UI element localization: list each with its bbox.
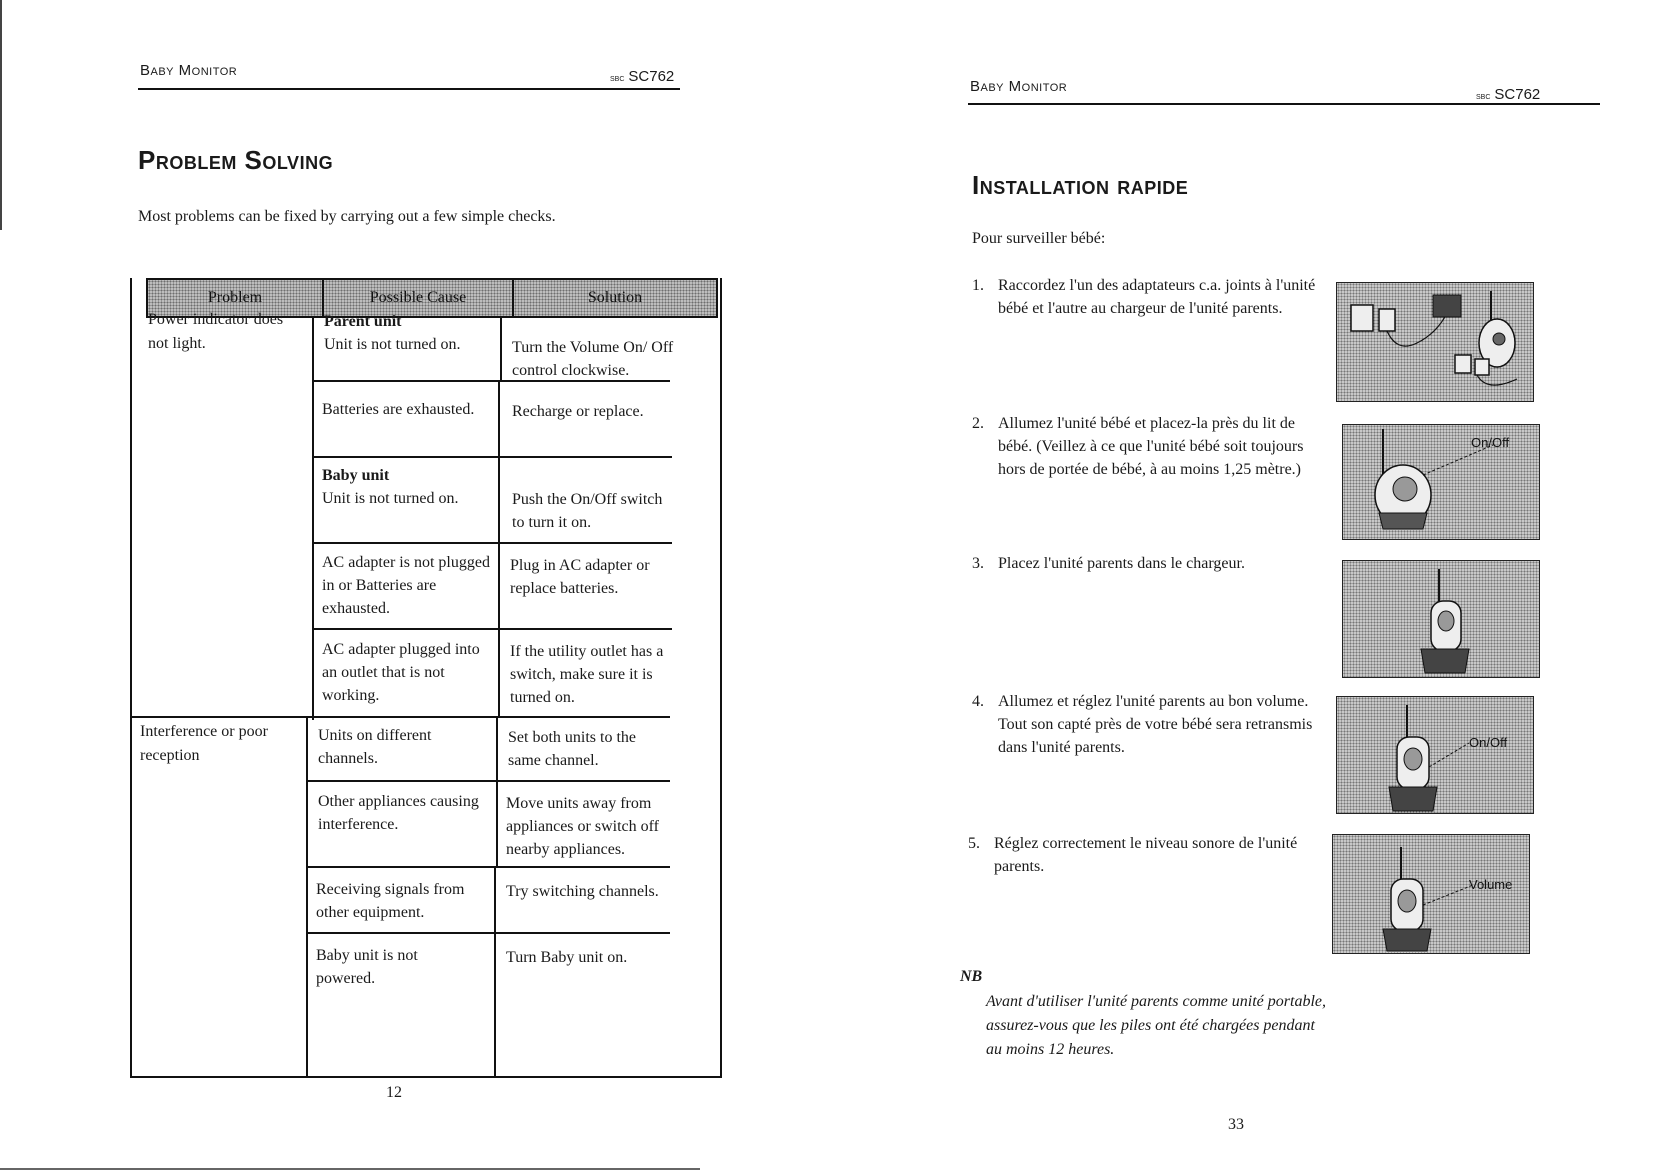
illustration-baby-unit — [1342, 424, 1540, 540]
solution-move-units: Move units away from appliances or switch off nearby appliances. — [506, 795, 659, 858]
illustration-charger — [1342, 560, 1540, 678]
page-title: Installation rapide — [972, 170, 1189, 200]
intro-text: Most problems can be fixed by carrying out a few simple checks. — [138, 208, 556, 225]
model-number: SC762 — [1494, 86, 1541, 103]
nb-title: NB — [960, 968, 983, 985]
model-prefix: sbc — [610, 73, 625, 84]
charger-drawing — [1343, 561, 1540, 678]
cause-heading-parent-unit: Parent unit — [324, 313, 402, 330]
running-model — [1476, 86, 1540, 103]
column-divider — [306, 718, 308, 1076]
solution-plug-adapter: Plug in AC adapter or replace batteries. — [510, 557, 650, 597]
running-model — [610, 68, 674, 85]
solution-turn-volume: Turn the Volume On/ Off control clockwise. — [512, 339, 674, 379]
problem-interference: Interference or poor reception — [140, 723, 268, 764]
header-rule — [968, 103, 1600, 105]
header-solution: Solution — [587, 289, 643, 306]
nb-text: Avant d'utiliser l'unité parents comme unité portable, assurez-vous que les piles ont été chargées pendant au moins 12 heures. — [986, 993, 1326, 1058]
cause-different-channels: Units on different channels. — [318, 727, 432, 767]
illustration-parent-unit-onoff — [1336, 696, 1534, 814]
on-off-label: On/Off — [1469, 735, 1508, 750]
problem-power-indicator: Power indicator does not light. — [148, 311, 284, 352]
cause-baby-unit-off: Baby unit Unit is not turned on. — [322, 464, 492, 510]
illustration-adapters — [1336, 282, 1534, 402]
adapters-drawing — [1337, 283, 1534, 402]
solution-turn-baby-unit-on: Turn Baby unit on. — [506, 949, 628, 966]
cause-batteries-exhausted: Batteries are exhausted. — [322, 401, 475, 418]
cause-parent-unit-off: Parent unit Unit is not turned on. — [324, 310, 494, 356]
volume-label: Volume — [1469, 877, 1513, 892]
page-number: 33 — [1228, 1116, 1244, 1133]
page-title: Problem Solving — [138, 145, 334, 175]
model-prefix: sbc — [1476, 91, 1491, 102]
column-divider — [312, 318, 314, 720]
model-number: SC762 — [628, 68, 675, 85]
solution-switch-channels: Try switching channels. — [506, 883, 659, 900]
header-possible-cause: Possible Cause — [324, 280, 514, 316]
solution-outlet-switch: If the utility outlet has a switch, make sure it is turned on. — [510, 643, 664, 706]
cause-outlet-not-working: AC adapter plugged into an outlet that is not working. — [322, 641, 480, 704]
header-rule — [138, 88, 680, 90]
page-number: 12 — [386, 1084, 402, 1101]
left-page — [0, 0, 800, 1174]
cause-heading-baby-unit: Baby unit — [322, 467, 390, 484]
running-head: Baby Monitor — [970, 78, 1068, 95]
parent-unit-onoff-drawing — [1337, 697, 1534, 814]
cause-other-equipment: Receiving signals from other equipment. — [316, 881, 465, 921]
intro-text: Pour surveiller bébé: — [972, 230, 1106, 247]
solution-recharge: Recharge or replace. — [512, 403, 644, 420]
running-head: Baby Monitor — [140, 62, 238, 79]
solution-push-switch: Push the On/Off switch to turn it on. — [512, 491, 663, 531]
cause-baby-unit-unpowered: Baby unit is not powered. — [316, 947, 418, 987]
scan-bottom-edge — [0, 1168, 700, 1170]
right-page: Baby Monitor sbc SC762 Installation rapide Pour surveiller bébé: 1. Raccordez l'un des adaptateurs c.a. joints à l'unité bébé et l'autre au chargeur de l'unité parents. 2. Allumez l'unité bébé et placez-la près du lit de bébé. (Veillez à ce que l'unité bébé soit toujours hors de portée de bébé, à au moins 1,25 mètre.) On/Off 3. Placez l'unité parents dans le chargeur. 4. Allumez et réglez l'unité parents au bon volume. Tout son capté près de votre bébé sera retransmis dans l'unité parents. On/Off 5. Réglez correctement le niveau sonore de l'unité parents. Volume NB Avant d'utiliser l'unité parents comme unité portable, assurez-vous que les piles ont été chargées pendant au moins 12 heures. 33 — [830, 0, 1656, 1174]
cause-ac-adapter-unplugged: AC adapter is not plugged in or Batteries are exhausted. — [322, 554, 490, 617]
header-problem: Problem — [148, 280, 324, 316]
problem-solving-table — [130, 278, 722, 1078]
on-off-label: On/Off — [1471, 435, 1510, 450]
solution-same-channel: Set both units to the same channel. — [508, 729, 636, 769]
group-divider — [132, 716, 314, 718]
cause-other-appliances: Other appliances causing interference. — [318, 793, 479, 833]
baby-unit-drawing — [1343, 425, 1540, 540]
illustration-parent-unit-volume — [1332, 834, 1530, 954]
parent-unit-volume-drawing — [1333, 835, 1530, 954]
